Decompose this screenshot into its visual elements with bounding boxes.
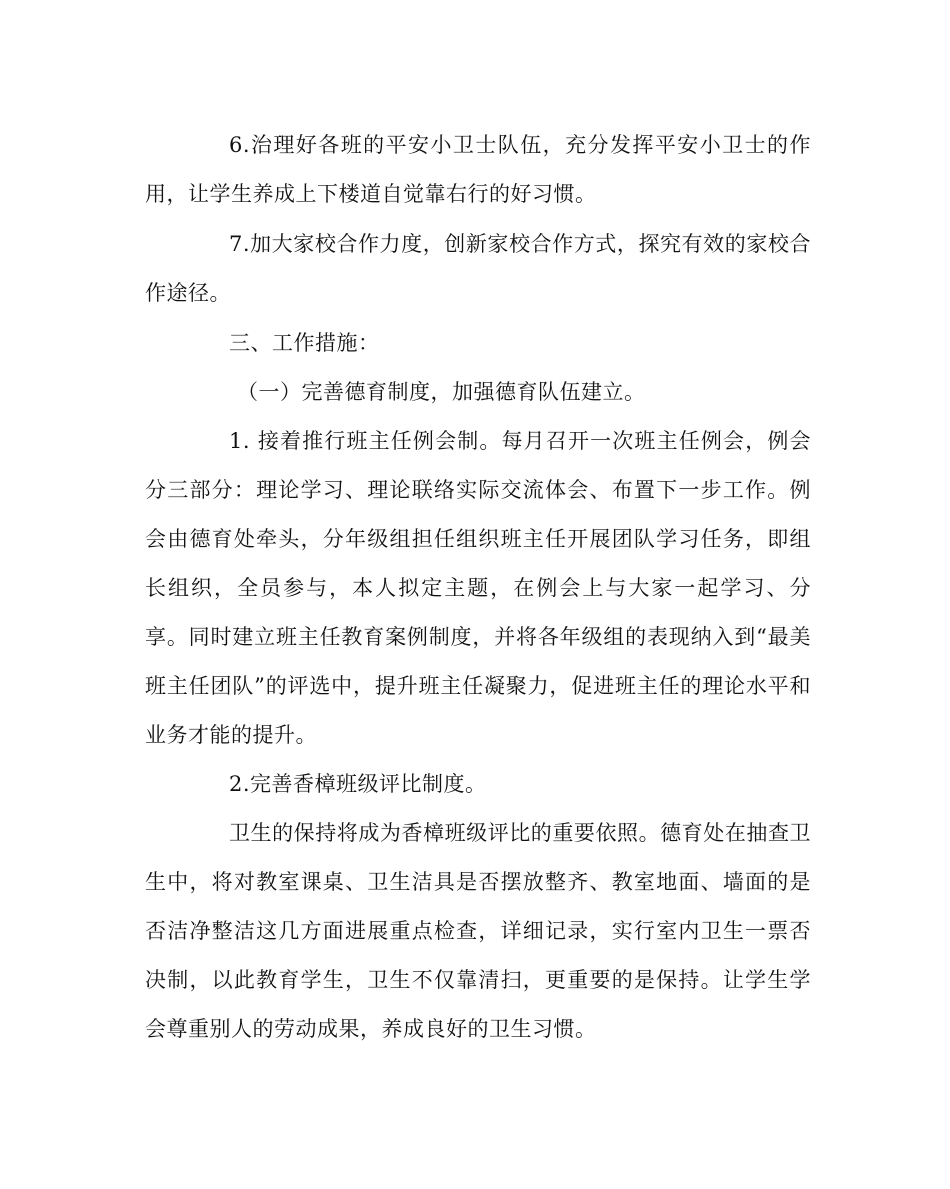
subsection-heading-moral-system: （一）完善德育制度，加强德育队伍建立。 <box>237 380 646 404</box>
paragraph-class-evaluation-heading: 2.完善香樟班级评比制度。 <box>229 772 487 796</box>
paragraph-item-6: 6.治理好各班的平安小卫士队伍，充分发挥平安小卫士的作用，让学生养成上下楼道自觉靠右行的好习惯。 <box>145 133 811 206</box>
section-heading-measures: 三、工作措施： <box>229 331 380 355</box>
paragraph-item-7: 7.加大家校合作力度，创新家校合作方式，探究有效的家校合作途径。 <box>145 232 811 305</box>
paragraph-hygiene: 卫生的保持将成为香樟班级评比的重要依照。德育处在抽查卫生中，将对教室课桌、卫生洁具是否摆放整齐、教室地面、墙面的是否洁净整洁这几方面进展重点检查，详细记录，实行室内卫生一票否决制，以此教育学生，卫生不仅靠清扫，更重要的是保持。让学生学会尊重别人的劳动成果，养成良好的卫生习惯。 <box>145 821 811 1041</box>
paragraph-class-meeting: 1. 接着推行班主任例会制。每月召开一次班主任例会，例会分三部分：理论学习、理论联络实际交流体会、布置下一步工作。例会由德育处牵头，分年级组担任组织班主任开展团队学习任务，即组长组织，全员参与，本人拟定主题，在例会上与大家一起学习、分享。同时建立班主任教育案例制度，并将各年级组的表现纳入到“最美班主任团队”的评选中，提升班主任凝聚力，促进班主任的理论水平和业务才能的提升。 <box>145 429 811 747</box>
